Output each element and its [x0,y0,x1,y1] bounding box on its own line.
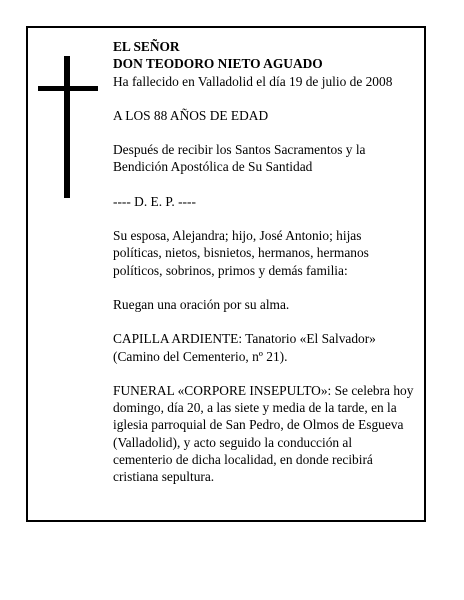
sacraments-line-2: Bendición Apostólica de Su Santidad [113,159,313,175]
cross-horizontal-bar [38,86,98,91]
family-line-1: Su esposa, Alejandra; hijo, José Antonio; hijas [113,228,362,244]
sacraments-line-1: Después de recibir los Santos Sacramentos y la [113,142,366,158]
age-line: A LOS 88 AÑOS DE EDAD [113,107,269,123]
obituary-text [113,38,425,486]
funeral-line-4: (Valladolid), y acto seguido la conducción al [113,434,353,450]
prayer-line: Ruegan una oración por su alma. [113,296,290,312]
cross-icon [38,56,98,198]
family-line-2: políticas, nietos, bisnietos, hermanos, hermanos [113,245,369,261]
chapel-line-2: (Camino del Cementerio, nº 21). [113,348,288,364]
funeral-line-5: cementerio de dicha localidad, en donde recibirá [113,452,373,468]
deceased-name: DON TEODORO NIETO AGUADO [113,56,323,72]
funeral-line-3: iglesia parroquial de San Pedro, de Olmos de Esgueva [113,417,404,433]
funeral-line-1: FUNERAL «CORPORE INSEPULTO»: Se celebra hoy [113,382,414,398]
chapel-line-1: CAPILLA ARDIENTE: Tanatorio «El Salvador» [113,331,376,347]
cross-vertical-bar [64,56,70,198]
funeral-line-2: domingo, día 20, a las siete y media de la tarde, en la [113,400,397,416]
honorific: EL SEÑOR [113,39,180,54]
death-line: Ha fallecido en Valladolid el día 19 de julio de 2008 [113,73,393,89]
rip-line: ---- D. E. P. ---- [113,193,196,209]
family-line-3: políticos, sobrinos, primos y demás familia: [113,262,348,278]
funeral-line-6: cristiana sepultura. [113,469,215,485]
